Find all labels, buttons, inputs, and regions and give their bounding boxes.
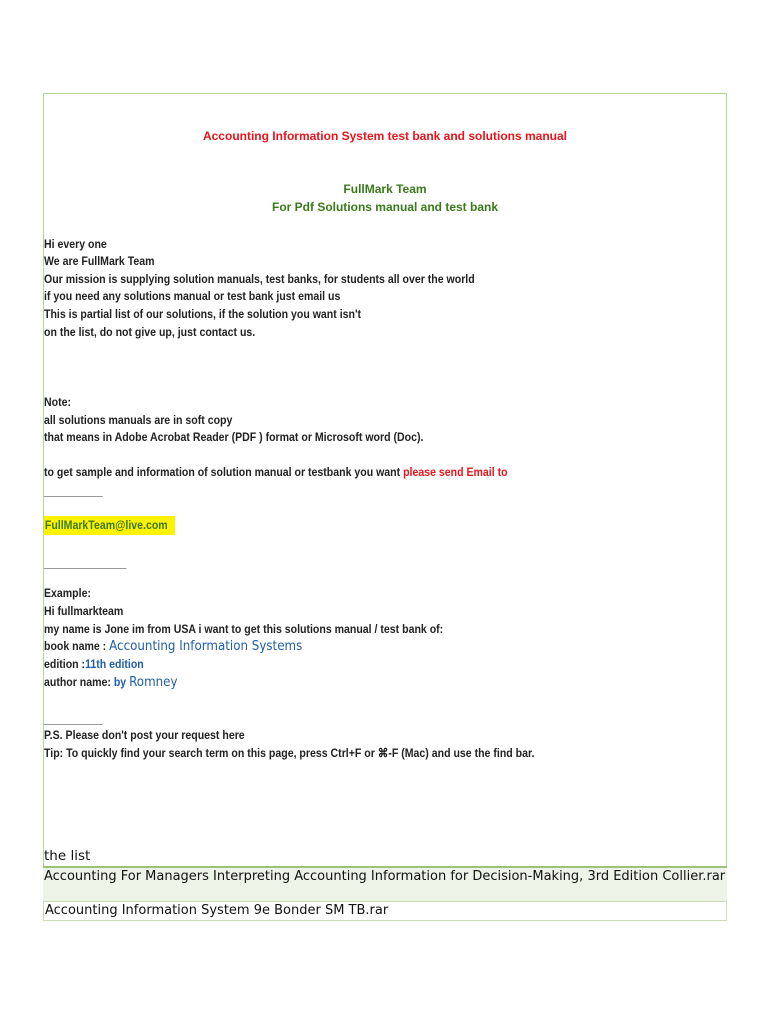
intro-line: Our mission is supplying solution manuals, test banks, for students all over the world — [44, 272, 475, 286]
contact-prefix: to get sample and information of solution manual or testbank you want — [44, 465, 404, 479]
book-name-line — [44, 637, 302, 655]
team-tagline: For Pdf Solutions manual and test bank — [271, 200, 499, 214]
intro-line: We are FullMark Team — [44, 254, 155, 268]
book-name-value: Accounting Information Systems — [109, 638, 303, 654]
list-item[interactable]: Accounting Information System 9e Bonder SM TB.rar — [43, 902, 727, 921]
intro-line: on the list, do not give up, just contact us. — [44, 325, 256, 339]
intro-line: Hi every one — [44, 237, 107, 251]
separator-rule: __________ — [44, 712, 103, 726]
team-name: FullMark Team — [343, 182, 427, 196]
separator-rule: ______________ — [44, 556, 127, 570]
intro-line: This is partial list of our solutions, if the solution you want isn't — [44, 307, 361, 321]
list-item[interactable]: Accounting For Managers Interpreting Accounting Information for Decision-Making, 3rd Edition Collier.rar — [43, 866, 727, 902]
email-cta: please send Email to — [403, 465, 508, 479]
example-request: my name is Jone im from USA i want to get this solutions manual / test bank of: — [44, 622, 444, 636]
note-label: Note: — [44, 395, 71, 409]
example-label: Example: — [44, 586, 91, 600]
author-line — [44, 673, 178, 691]
edition-value: 11th edition — [85, 657, 144, 671]
contact-line — [44, 463, 508, 481]
note-line: all solutions manuals are in soft copy — [44, 413, 233, 427]
edition-line — [44, 655, 144, 673]
separator-rule: __________ — [44, 484, 103, 498]
page-title: Accounting Information System test bank and solutions manual — [202, 129, 568, 143]
author-value: Romney — [129, 674, 178, 690]
email-line — [44, 516, 175, 534]
book-name-label: book name : — [44, 639, 110, 653]
author-by: by — [113, 675, 130, 689]
author-label: author name: — [44, 675, 114, 689]
note-line: that means in Adobe Acrobat Reader (PDF ) format or Microsoft word (Doc). — [44, 430, 424, 444]
email-link[interactable]: FullMarkTeam@live.com — [44, 516, 175, 535]
example-greeting: Hi fullmarkteam — [44, 604, 124, 618]
ps-line: P.S. Please don't post your request here — [44, 728, 245, 742]
edition-label: edition : — [44, 657, 86, 671]
list-title: the list — [44, 848, 91, 864]
intro-line: if you need any solutions manual or test bank just email us — [44, 289, 341, 303]
tip-line: Tip: To quickly find your search term on this page, press Ctrl+F or ⌘-F (Mac) and use the find bar. — [44, 746, 535, 760]
